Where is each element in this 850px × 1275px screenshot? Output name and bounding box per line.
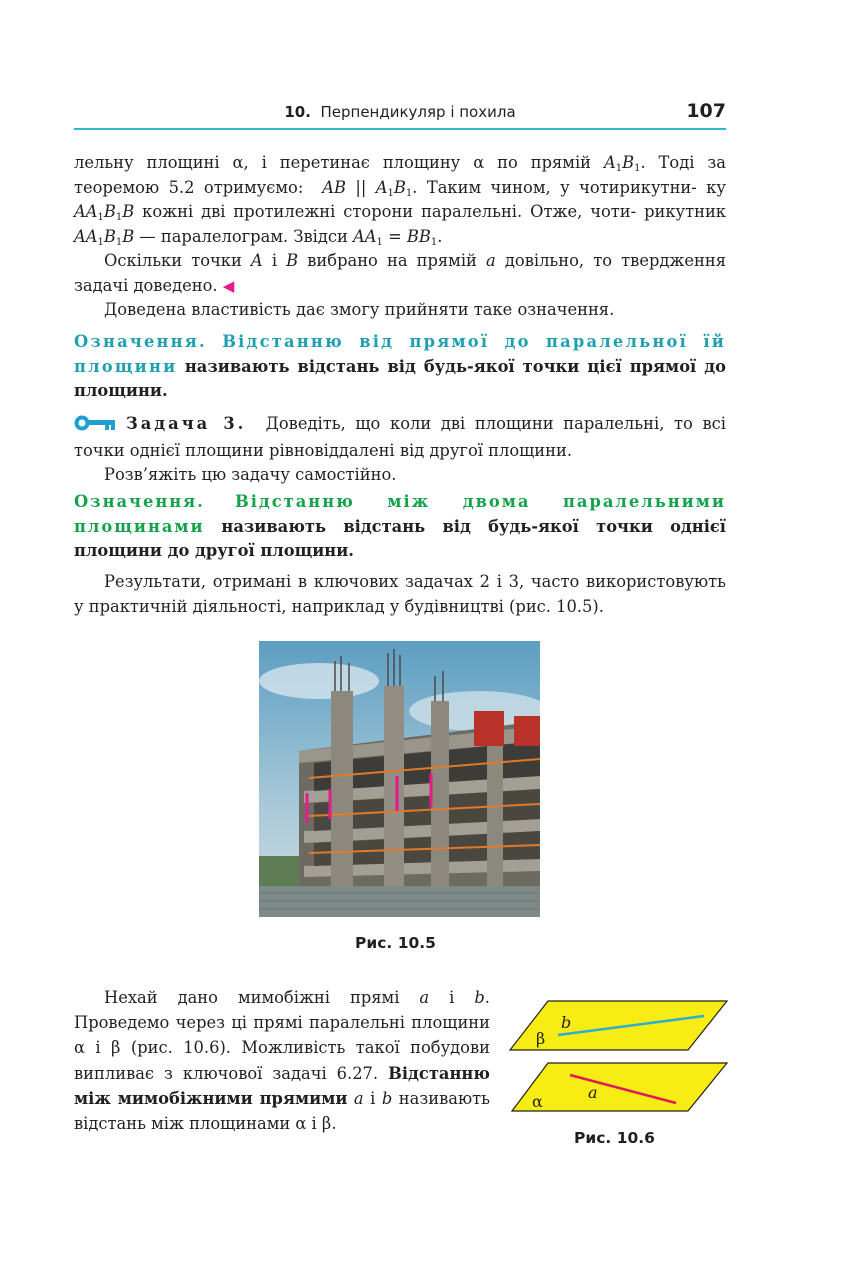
paragraph-skew-lines: Нехай дано мимобіжні прямі a і b. Проведемо через ці прямі паралельні площини α і β (рис. 10.6). Можливість такої побудови випливає з ключової задачі 6.27. Відстанню між мимобіжними прямими a і b називають відстань між площинами α і β. (74, 988, 491, 1134)
task-3: Задача 3. Доведіть, що коли дві площини паралельні, то всі точки однієї площини рівновіддалені від другої площини. Розв’яжіть цю задачу самостійно. (74, 414, 726, 484)
construction-building-photo (259, 641, 540, 917)
definition-parallel-planes: Означення. Відстанню між двома паралельними площинами називають відстань від будь-якої точки однієї площини до другої площини. (74, 492, 726, 560)
definition-line-plane: Означення. Відстанню від прямої до паралельної їй площини називають відстань від будь-якої точки цієї прямої до площини. (74, 332, 726, 400)
chapter-title: 10. Перпендикуляр і похила (284, 103, 516, 121)
label-b: b (561, 1013, 572, 1032)
label-beta: β (536, 1029, 546, 1048)
label-a: a (588, 1083, 598, 1102)
paragraph-intro-definition: Доведена властивість дає змогу прийняти таке означення. (104, 300, 615, 319)
page-number: 107 (686, 100, 726, 122)
label-alpha: α (532, 1092, 543, 1111)
figure-10-5-caption: Рис. 10.5 (355, 934, 436, 952)
key-icon (74, 414, 120, 439)
page-header (74, 100, 726, 130)
end-of-proof-icon: ◀ (222, 276, 235, 295)
paragraph-conclusion: Оскільки точки A і B вибрано на прямій a довільно, то твердження задачі доведено. ◀ (74, 251, 726, 295)
parallel-planes-diagram (508, 998, 730, 1118)
paragraph-proof-end: лельну площині α, і перетинає площину α по прямій $A_1B_1$. Тоді за теоремою 5.2 отримуємо: AB || $A_1B_1$. Таким чином, у чотирикутни- ку $AA_1B_1B$ кожні дві протилежні сторони паралельні. Отже, чоти- рикутник $AA_1B_1B$ — паралелограм. Звідси $AA_1 = BB_1$. (74, 153, 726, 248)
paragraph-practice: Результати, отримані в ключових задачах 2 і 3, часто використовують у практичній діяльності, наприклад у будівництві (рис. 10.5). (74, 572, 726, 616)
figure-10-6-caption: Рис. 10.6 (574, 1129, 655, 1147)
